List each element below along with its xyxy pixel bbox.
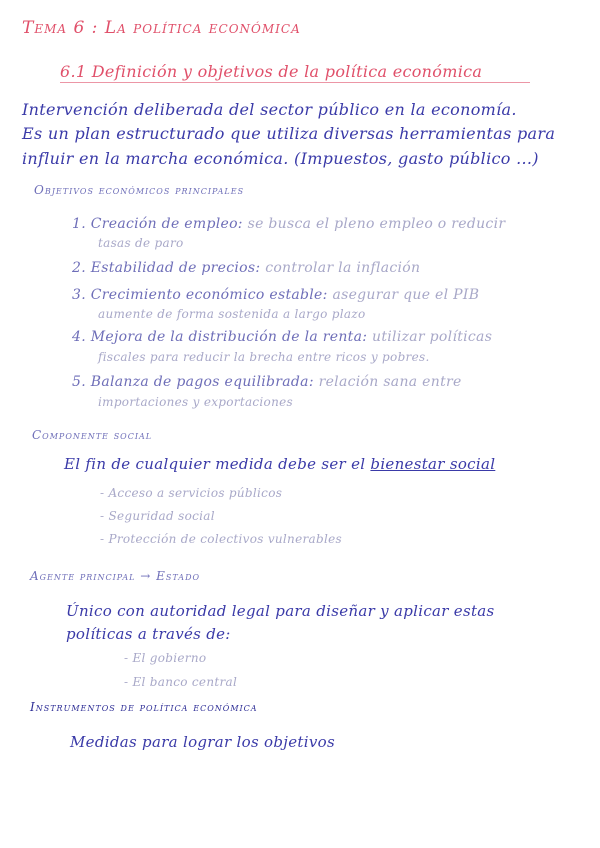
objective-number: 1. [72,216,86,232]
objective-text: controlar la inflación [265,260,421,276]
objective-title: Estabilidad de precios: [90,260,261,276]
instruments-heading: Instrumentos de política económica [30,700,258,714]
objective-title: Crecimiento económico estable: [90,287,328,303]
agent-item-2: - El banco central [124,675,238,689]
objective-4-continued: fiscales para reducir la brecha entre ricos y pobres. [98,350,430,364]
objective-1 [72,216,505,232]
agent-line-2: políticas a través de: [66,625,231,643]
intro-line-1: Intervención deliberada del sector público en la economía. [22,100,517,119]
objective-5 [72,374,462,390]
objective-title: Mejora de la distribución de la renta: [90,329,368,345]
social-item-1: - Acceso a servicios públicos [100,486,283,500]
objective-text: se busca el pleno empleo o reducir [247,216,506,232]
intro-line-3: influir en la marcha económica. (Impuestos, gasto público ...) [22,149,539,168]
section-subtitle: 6.1 Definición y objetivos de la política económica [60,62,483,81]
objective-title: Creación de empleo: [90,216,243,232]
objective-title: Balanza de pagos equilibrada: [90,374,314,390]
objective-number: 2. [72,260,86,276]
agent-heading: Agente principal → Estado [30,569,201,583]
social-item-3: - Protección de colectivos vulnerables [100,532,342,546]
objective-2 [72,260,420,276]
social-statement [64,455,495,473]
objective-number: 3. [72,287,86,303]
objective-5-continued: importaciones y exportaciones [98,395,293,409]
intro-line-2: Es un plan estructurado que utiliza diversas herramientas para [22,124,556,143]
agent-line-1: Único con autoridad legal para diseñar y aplicar estas [66,602,495,620]
agent-item-1: - El gobierno [124,651,207,665]
instruments-text: Medidas para lograr los objetivos [70,733,335,751]
objective-1-continued: tasas de paro [98,236,184,250]
objective-3 [72,287,479,303]
objective-4 [72,329,492,345]
page-title: Tema 6 : La política económica [22,18,301,38]
objective-text: utilizar políticas [372,329,493,345]
social-statement-text: El fin de cualquier medida debe ser el [64,455,366,473]
social-heading: Componente social [32,428,153,442]
objective-3-continued: aumente de forma sostenida a largo plazo [98,307,366,321]
subtitle-underline [60,82,530,83]
social-item-2: - Seguridad social [100,509,215,523]
objective-text: asegurar que el PIB [332,287,480,303]
social-statement-highlight: bienestar social [370,455,496,473]
objective-number: 4. [72,329,86,345]
objective-text: relación sana entre [318,374,462,390]
objectives-heading: Objetivos económicos principales [34,183,245,197]
objective-number: 5. [72,374,86,390]
